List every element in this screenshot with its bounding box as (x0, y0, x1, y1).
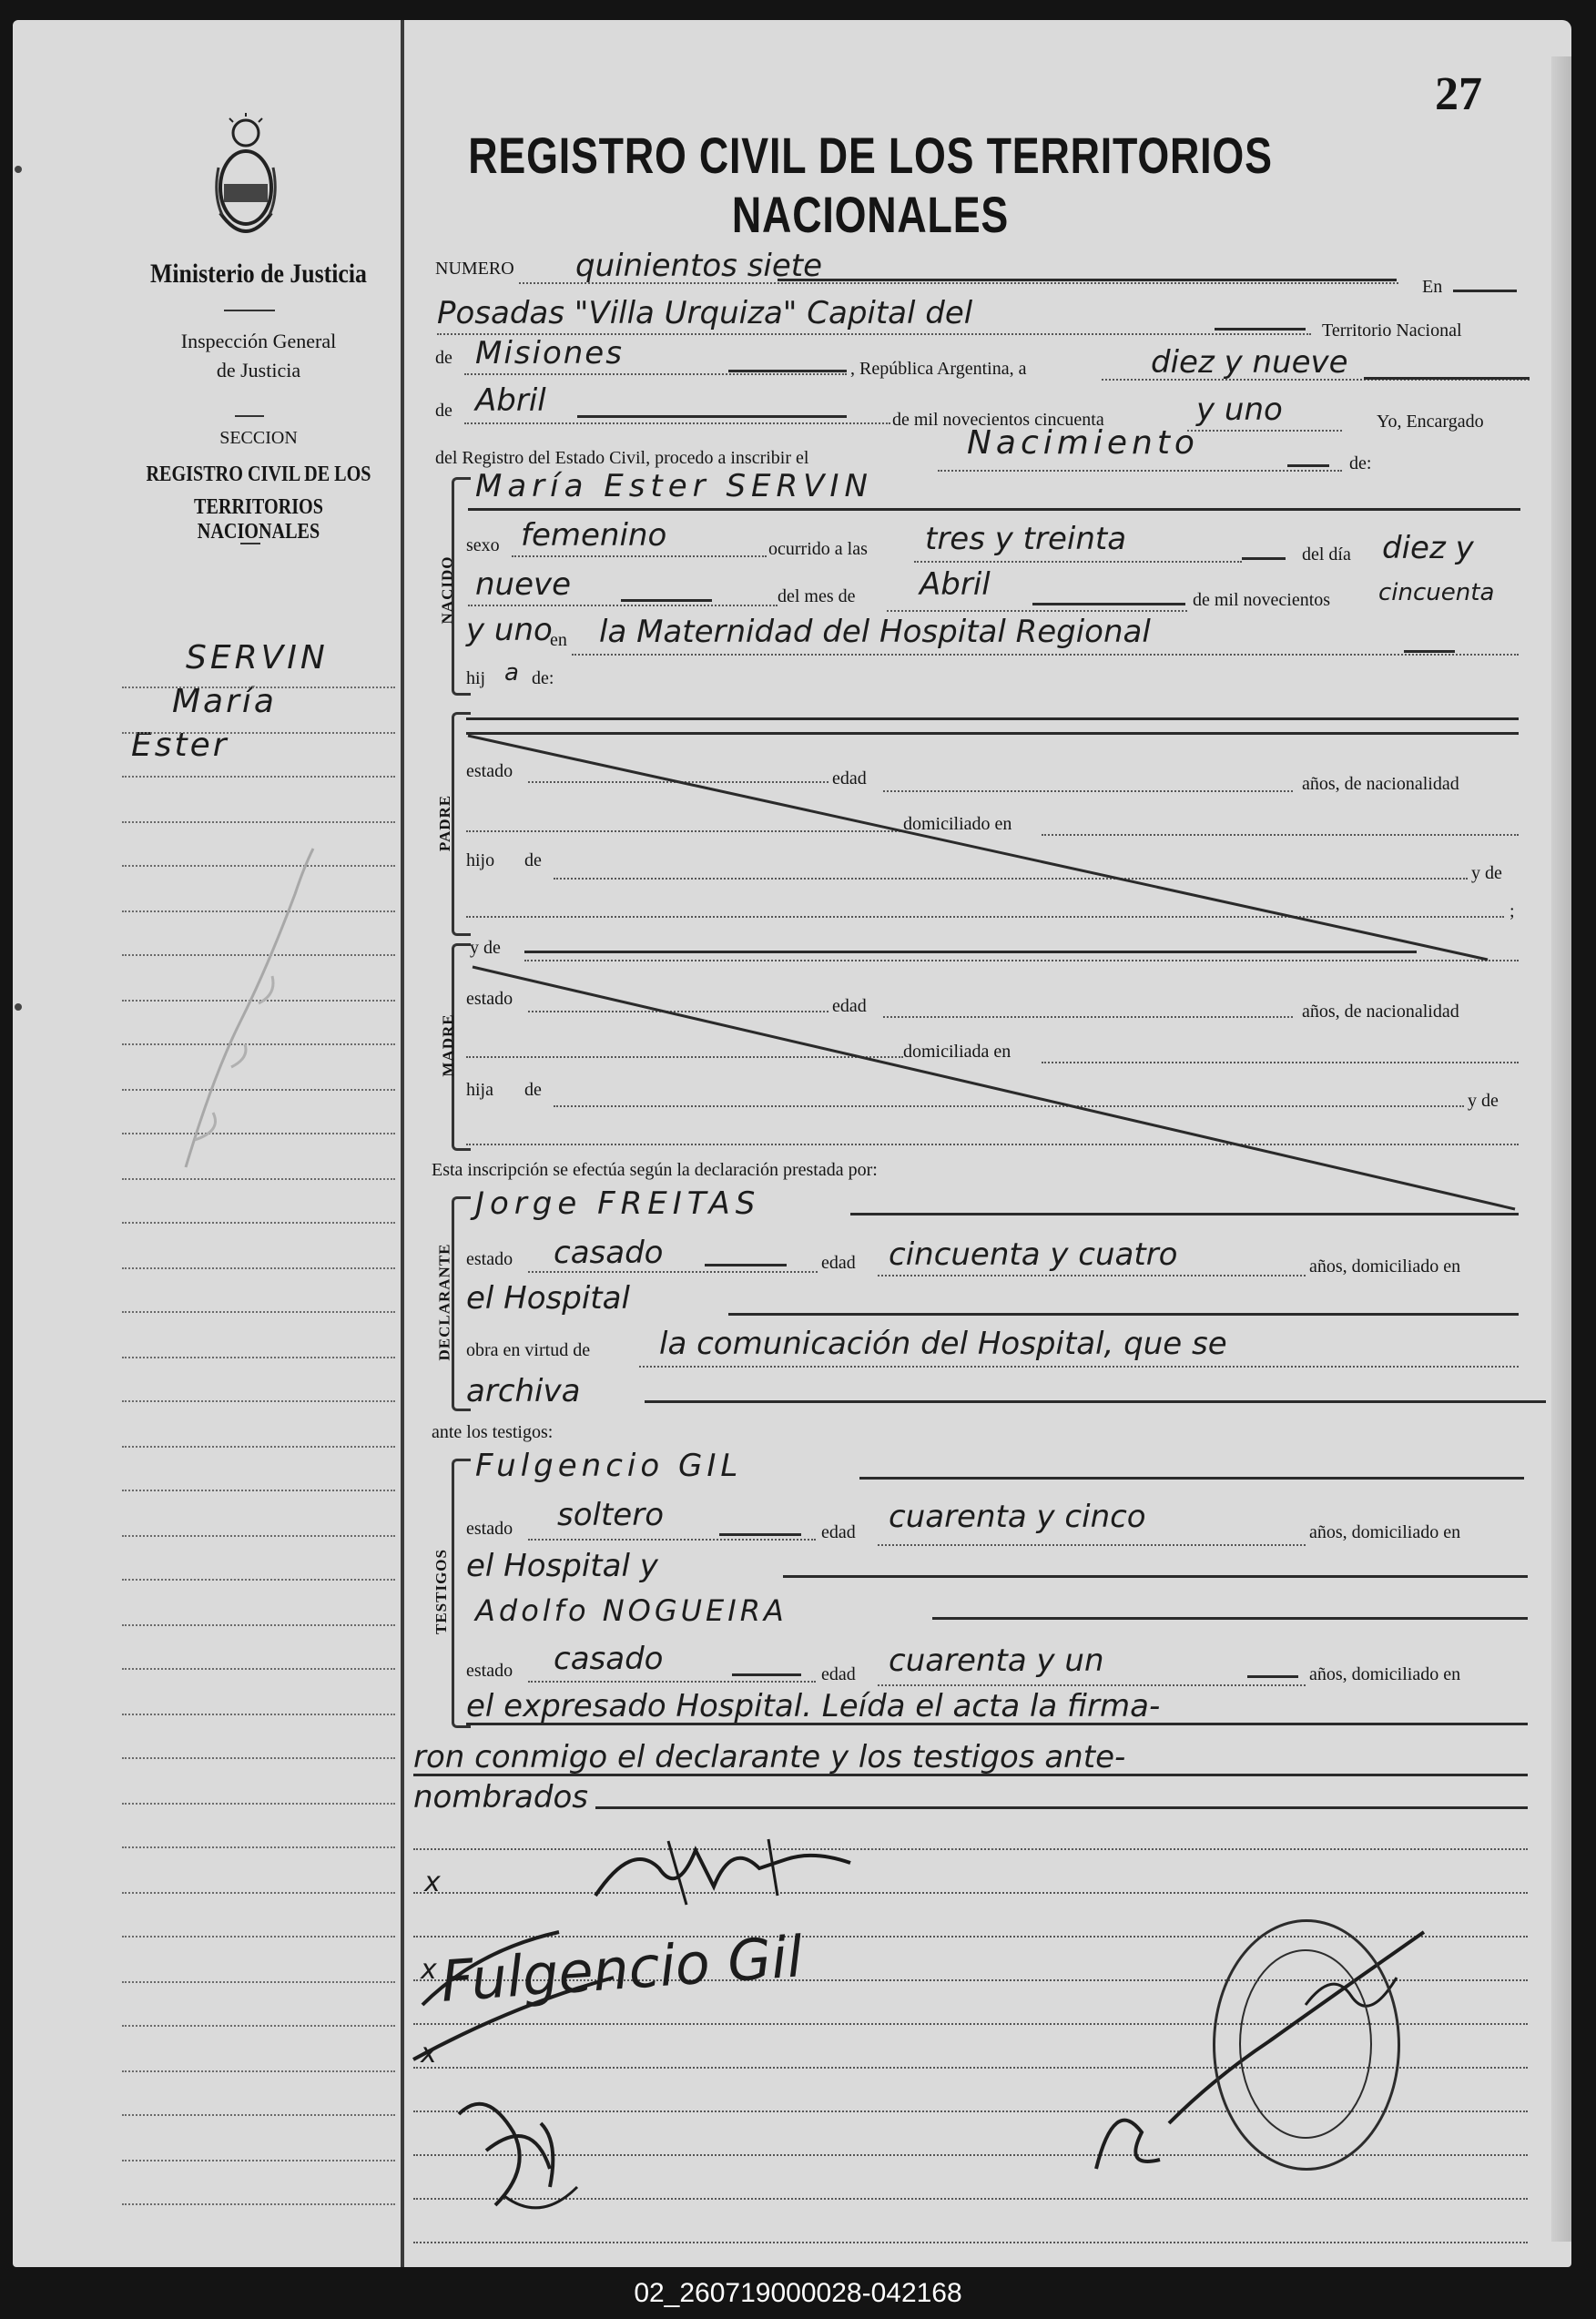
encargado-label: Yo, Encargado (1377, 412, 1484, 432)
closing-line-2: nombrados (413, 1779, 588, 1816)
padre-label: PADRE (436, 794, 454, 852)
madre-edad-label: edad (832, 996, 867, 1016)
margin-rule (122, 1892, 395, 1894)
margin-rule (122, 1936, 395, 1938)
t1-anos-label: años, domiciliado en (1309, 1522, 1461, 1542)
declarante-edad-label: edad (821, 1253, 856, 1273)
margin-rule (122, 1757, 395, 1759)
obra-value-1: la comunicación del Hospital, que se (659, 1326, 1227, 1362)
fill-stroke (466, 1723, 1528, 1725)
field-line (878, 1684, 1306, 1686)
field-line (528, 1271, 818, 1273)
t2-edad-value: cuarenta y un (889, 1643, 1104, 1679)
t1-estado-label: estado (466, 1519, 513, 1539)
margin-rule (122, 2025, 395, 2027)
declarante-intro: Esta inscripción se efectúa según la declaración prestada por: (432, 1160, 878, 1180)
fill-stroke (413, 1774, 1528, 1776)
t1-estado-value: soltero (557, 1497, 664, 1533)
margin-rule (122, 1803, 395, 1805)
t1-edad-value: cuarenta y cinco (889, 1499, 1146, 1535)
year-value: y uno (1196, 392, 1283, 428)
hijo-suffix: a (504, 659, 519, 687)
official-stamp-inner-ring (1239, 1949, 1372, 2139)
padre-anos-label: años, de nacionalidad (1302, 774, 1459, 794)
blank-line (413, 2242, 1528, 2243)
ocurrido-label: ocurrido a las (768, 539, 868, 559)
margin-rule (122, 1267, 395, 1269)
fill-stroke (728, 1313, 1519, 1316)
margin-rule (122, 1400, 395, 1402)
margin-rule (122, 2160, 395, 2161)
t2-name-value: Adolfo NOGUEIRA (475, 1593, 788, 1628)
act-type-value: Nacimiento (967, 424, 1199, 462)
margin-rule (122, 2070, 395, 2072)
de-label-month: de (435, 401, 452, 421)
t2-edad-label: edad (821, 1664, 856, 1684)
declarante-edad-value: cincuenta y cuatro (889, 1236, 1178, 1273)
padre-edad-label: edad (832, 768, 867, 788)
padre-de-label: de (524, 850, 542, 870)
nacido-name-value: María Ester SERVIN (475, 468, 873, 504)
margin-rule (122, 1981, 395, 1983)
padre-y-de-label: y de (1471, 863, 1502, 883)
territorio-label: Territorio Nacional (1322, 320, 1462, 341)
madre-estado-label: estado (466, 989, 513, 1009)
padre-domicilio-label: domiciliado en (903, 814, 1012, 834)
declarante-estado-value: casado (554, 1235, 664, 1271)
numero-label: NUMERO (435, 259, 514, 279)
hijo-de-label: de: (532, 668, 554, 688)
declarante-label: DECLARANTE (435, 1243, 453, 1361)
margin-surname: SERVIN (186, 639, 329, 676)
fill-stroke (705, 1264, 787, 1266)
padre-hijo-label: hijo (466, 850, 495, 870)
day-value-2: nueve (475, 566, 572, 603)
mes-label: del mes de (778, 586, 856, 606)
registro-label: del Registro del Estado Civil, procedo a inscribir el (435, 448, 809, 468)
signature-mark-1: x (424, 1866, 441, 1898)
witness-signature: Fulgencio Gil (438, 1923, 805, 2015)
mil-label: de mil novecientos (1193, 590, 1331, 610)
numero-value: quinientos siete (575, 248, 823, 284)
margin-rule (122, 1579, 395, 1581)
hijo-label: hij (466, 668, 486, 688)
section-line-2: TERRITORIOS NACIONALES (194, 495, 323, 544)
margin-rule (122, 1846, 395, 1848)
year-value-1: cincuenta (1378, 579, 1495, 606)
fill-stroke (1247, 1675, 1298, 1678)
register-title: REGISTRO CIVIL DE LOS TERRITORIOS NACIONALES (468, 127, 1273, 243)
madre-y-de-label: y de (1468, 1091, 1499, 1111)
fill-stroke (719, 1533, 801, 1536)
margin-rule (122, 1668, 395, 1670)
testigos-intro: ante los testigos: (432, 1422, 554, 1442)
republica-label: , República Argentina, a (850, 359, 1027, 379)
padre-semicolon: ; (1510, 901, 1515, 921)
margin-rule (122, 1624, 395, 1626)
sexo-value: femenino (521, 517, 667, 554)
fill-stroke (595, 1806, 1528, 1809)
margin-first-name: María (172, 683, 277, 720)
margin-rule (122, 1222, 395, 1224)
margin-rule (122, 2203, 395, 2205)
margin-rule (122, 1446, 395, 1448)
year-label: de mil novecientos cincuenta (892, 410, 1104, 430)
hour-value: tres y treinta (925, 521, 1127, 557)
field-line (878, 1544, 1306, 1546)
margin-rule (122, 1714, 395, 1715)
field-line (639, 1366, 1519, 1368)
fill-stroke (645, 1400, 1546, 1403)
field-line (528, 1539, 816, 1541)
official-stamp-seal (1213, 1919, 1400, 2171)
t2-estado-label: estado (466, 1661, 513, 1681)
declarante-anos-label: años, domiciliado en (1309, 1256, 1461, 1276)
day-value: diez y nueve (1151, 344, 1348, 381)
de-label: de (435, 348, 452, 368)
scribbled-signature (404, 1896, 696, 2233)
fill-stroke (932, 1617, 1528, 1620)
margin-rule (122, 1357, 395, 1358)
t2-anos-label: años, domiciliado en (1309, 1664, 1461, 1684)
margin-rule (122, 1311, 395, 1313)
inspection-line-2: de Justicia (216, 359, 301, 381)
t1-name-value: Fulgencio GIL (475, 1448, 743, 1484)
t1-domicilio-value: el Hospital y (466, 1548, 658, 1584)
cancellation-strokes (13, 20, 1571, 1222)
padre-estado-label: estado (466, 761, 513, 781)
margin-rule (122, 2114, 395, 2116)
signature-mark-2: x (421, 1954, 437, 1986)
register-page (13, 20, 1571, 2267)
birth-place-value: la Maternidad del Hospital Regional (599, 614, 1151, 650)
madre-hija-label: hija (466, 1080, 493, 1100)
t2-domicilio-value: el expresado Hospital. Leída el acta la firma- (466, 1688, 1161, 1724)
madre-de-label: de (524, 1080, 542, 1100)
month-value: Abril (475, 382, 546, 419)
dia-label: del día (1302, 544, 1351, 564)
t1-edad-label: edad (821, 1522, 856, 1542)
madre-anos-label: años, de nacionalidad (1302, 1002, 1459, 1022)
section-label: SECCION (219, 428, 298, 448)
day-value-1: diez y (1382, 530, 1474, 566)
testigos-label: TESTIGOS (432, 1549, 450, 1634)
fill-stroke (850, 1213, 1519, 1215)
madre-y-de-top: y de (470, 938, 501, 958)
signature-mark-3: x (421, 2038, 437, 2070)
de-colon-label: de: (1349, 453, 1372, 473)
field-line (528, 1681, 816, 1683)
declarante-estado-label: estado (466, 1249, 513, 1269)
ministry-title: Ministerio de Justicia (150, 259, 367, 289)
margin-rule (122, 1490, 395, 1491)
en-label: En (1422, 277, 1443, 297)
t2-estado-value: casado (554, 1641, 664, 1677)
nacido-label: NACIDO (438, 555, 456, 625)
obra-value-2: archiva (466, 1373, 581, 1409)
declarante-name-value: Jorge FREITAS (475, 1185, 761, 1222)
fill-stroke (859, 1477, 1524, 1480)
margin-rule (122, 1535, 395, 1537)
fill-stroke (783, 1575, 1528, 1578)
field-line (878, 1275, 1306, 1276)
obra-label: obra en virtud de (466, 1340, 591, 1360)
declarante-domicilio-value: el Hospital (466, 1280, 630, 1317)
birth-month-value: Abril (920, 566, 991, 603)
margin-middle-name: Ester (131, 727, 229, 764)
madre-label: MADRE (439, 1013, 457, 1077)
page-number: 27 (1435, 68, 1482, 120)
section-line-1: REGISTRO CIVIL DE LOS (146, 463, 371, 486)
fill-stroke (732, 1673, 801, 1676)
inspection-line-1: Inspección General (180, 330, 337, 352)
place-value: Posadas "Villa Urquiza" Capital del (437, 295, 973, 331)
en-label-place: en (550, 630, 567, 650)
scan-id-footer: 02_260719000028-042168 (634, 2278, 962, 2308)
year-value-2: y uno (466, 612, 553, 648)
closing-line-1: ron conmigo el declarante y los testigos ante- (413, 1739, 1126, 1775)
madre-domicilio-label: domiciliada en (903, 1042, 1011, 1062)
territory-value: Misiones (475, 335, 624, 371)
sexo-label: sexo (466, 535, 500, 555)
